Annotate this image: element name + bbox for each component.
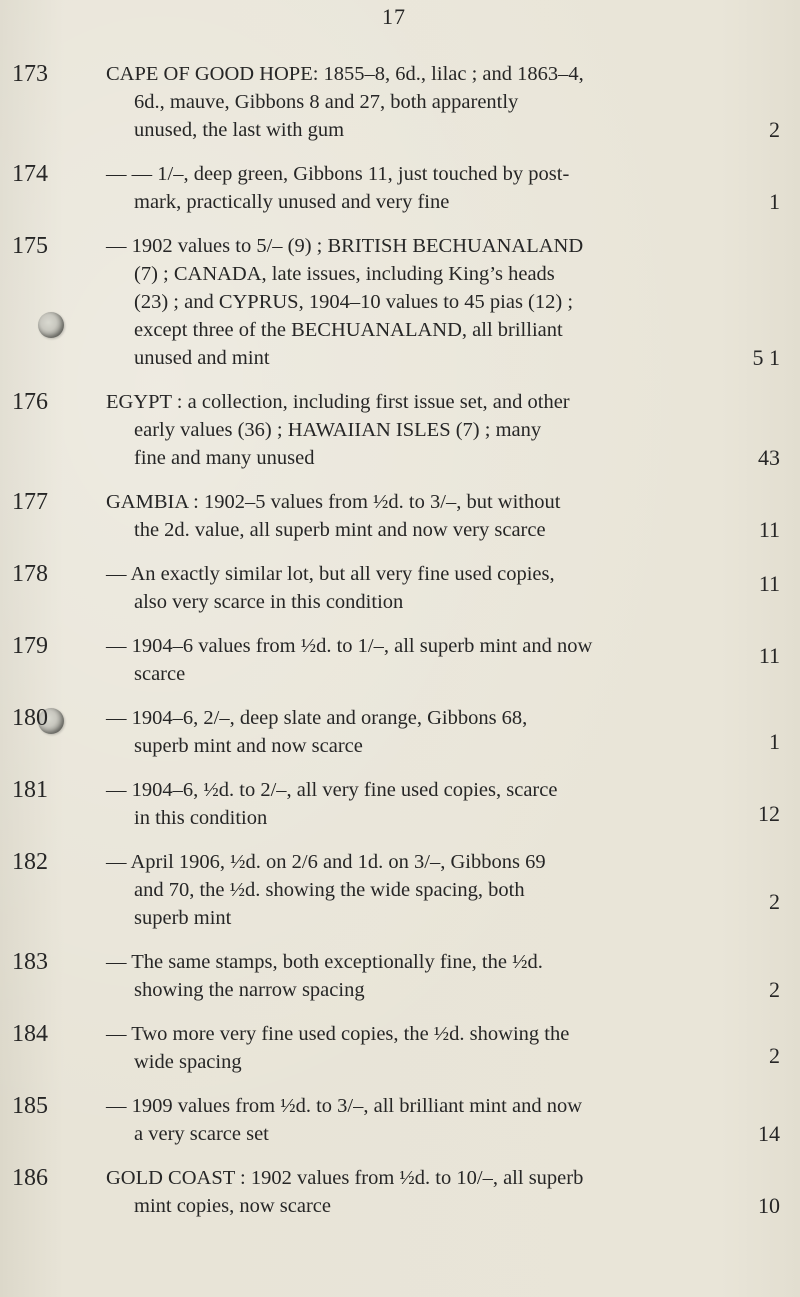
lot-price: 11 xyxy=(758,517,780,542)
lot-description-line: — 1902 values to 5/– (9) ; BRITISH BECHUANALAND xyxy=(106,235,584,257)
lot-description-line: — An exactly similar lot, but all very fine used copies, xyxy=(106,563,555,585)
lot-description-line: CAPE OF GOOD HOPE: 1855–8, 6d., lilac ; and 1863–4, xyxy=(106,63,584,85)
lot-price: 12 xyxy=(758,801,780,826)
lot-price: 11 xyxy=(758,571,780,596)
lot-description-line: — The same stamps, both exceptionally fine, the ½d. xyxy=(106,951,543,973)
lot-description-line: mint copies, now scarce xyxy=(134,1195,331,1217)
lot-description-line: in this condition xyxy=(134,807,268,829)
lot-description-line: — — 1/–, deep green, Gibbons 11, just touched by post- xyxy=(106,163,570,185)
page-number: 17 xyxy=(382,4,406,29)
lot-description-line: (7) ; CANADA, late issues, including King’s heads xyxy=(134,263,555,285)
binder-hole-upper xyxy=(38,312,64,338)
lot-description-line: the 2d. value, all superb mint and now very scarce xyxy=(134,519,546,541)
lot-number: 180 xyxy=(12,705,48,731)
lot-number: 176 xyxy=(12,389,48,415)
lot-description xyxy=(106,776,716,832)
lot-description-line: — 1909 values from ½d. to 3/–, all brilliant mint and now xyxy=(106,1095,582,1117)
lot-description xyxy=(106,948,716,1004)
lot-description xyxy=(106,632,716,688)
lot-description xyxy=(106,160,716,216)
lot-number: 184 xyxy=(12,1021,48,1047)
lot-price: 11 xyxy=(758,643,780,668)
lot-description-line: mark, practically unused and very fine xyxy=(134,191,450,213)
lot-description-line: — 1904–6 values from ½d. to 1/–, all superb mint and now xyxy=(106,635,593,657)
lot-description xyxy=(106,560,716,616)
lot-price: 14 xyxy=(758,1121,780,1146)
lot-description-line: and 70, the ½d. showing the wide spacing, both xyxy=(134,879,525,901)
lot-number: 174 xyxy=(12,161,48,187)
lot-number: 177 xyxy=(12,489,48,515)
lot-number: 185 xyxy=(12,1093,48,1119)
lot-number: 181 xyxy=(12,777,48,803)
lot-price: 2 xyxy=(769,1043,780,1068)
lot-description xyxy=(106,1020,716,1076)
lot-number: 175 xyxy=(12,233,48,259)
lot-price: 2 xyxy=(769,977,780,1002)
lot-description xyxy=(106,1164,716,1220)
lot-description xyxy=(106,848,716,932)
lot-number: 183 xyxy=(12,949,48,975)
lot-description-line: — 1904–6, 2/–, deep slate and orange, Gibbons 68, xyxy=(106,707,528,729)
lot-description-line: showing the narrow spacing xyxy=(134,979,365,1001)
lot-description-line: scarce xyxy=(134,663,186,685)
lot-description-line: GAMBIA : 1902–5 values from ½d. to 3/–, but without xyxy=(106,491,561,513)
lot-description-line: unused, the last with gum xyxy=(134,119,345,141)
lot-description-line: (23) ; and CYPRUS, 1904–10 values to 45 pias (12) ; xyxy=(134,291,574,313)
lot-description xyxy=(106,232,716,372)
lot-description-line: GOLD COAST : 1902 values from ½d. to 10/–, all superb xyxy=(106,1167,584,1189)
lot-description-line: fine and many unused xyxy=(134,447,315,469)
lot-description xyxy=(106,388,716,472)
lot-price: 2 xyxy=(769,889,780,914)
lot-description-line: — 1904–6, ½d. to 2/–, all very fine used copies, scarce xyxy=(106,779,558,801)
lot-description-line: superb mint xyxy=(134,907,232,929)
lot-description-line: — Two more very fine used copies, the ½d. showing the xyxy=(106,1023,570,1045)
lot-price: 1 xyxy=(769,189,780,214)
lot-description-line: early values (36) ; HAWAIIAN ISLES (7) ; many xyxy=(134,419,542,441)
lot-price: 2 xyxy=(769,117,780,142)
lot-description-line: also very scarce in this condition xyxy=(134,591,404,613)
lot-description-line: wide spacing xyxy=(134,1051,242,1073)
lot-price: 43 xyxy=(758,445,780,470)
lot-price: 1 xyxy=(769,729,780,754)
lot-number: 178 xyxy=(12,561,48,587)
lot-number: 182 xyxy=(12,849,48,875)
lot-number: 173 xyxy=(12,61,48,87)
lot-description-line: except three of the BECHUANALAND, all brilliant xyxy=(134,319,563,341)
lot-price: 10 xyxy=(758,1193,780,1218)
lot-number: 186 xyxy=(12,1165,48,1191)
lot-description xyxy=(106,1092,716,1148)
lot-description-line: 6d., mauve, Gibbons 8 and 27, both apparently xyxy=(134,91,519,113)
lot-price: 5 1 xyxy=(752,345,780,370)
lot-description-line: superb mint and now scarce xyxy=(134,735,363,757)
lot-description-line: EGYPT : a collection, including first issue set, and other xyxy=(106,391,570,413)
lot-number: 179 xyxy=(12,633,48,659)
lot-description xyxy=(106,60,716,144)
lot-description xyxy=(106,704,716,760)
lot-description-line: — April 1906, ½d. on 2/6 and 1d. on 3/–, Gibbons 69 xyxy=(106,851,546,873)
lot-description-line: a very scarce set xyxy=(134,1123,269,1145)
lot-description xyxy=(106,488,716,544)
lot-description-line: unused and mint xyxy=(134,347,270,369)
